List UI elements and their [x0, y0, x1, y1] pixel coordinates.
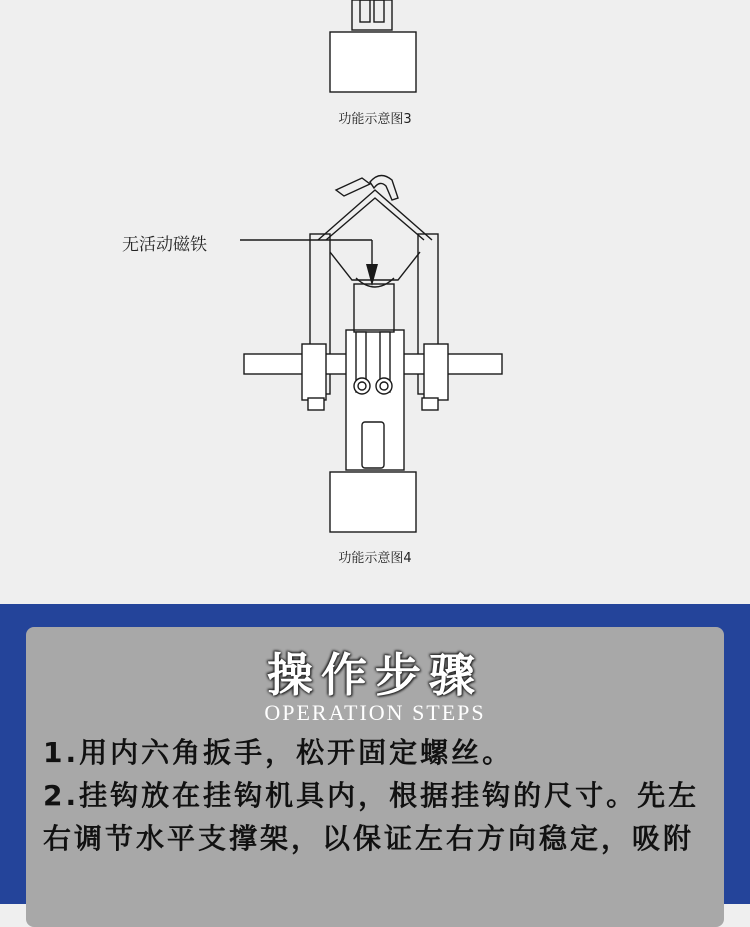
operation-subtitle: OPERATION STEPS [264, 700, 486, 725]
operation-steps [43, 731, 713, 860]
figure4-illustration [0, 160, 750, 600]
step-2: 2.挂钩放在挂钩机具内，根据挂钩的尺寸。先左右调节水平支撑架，以保证左右方向稳定，吸附 [43, 779, 700, 855]
figure3-caption: 功能示意图3 [338, 112, 412, 127]
operation-card [26, 627, 724, 927]
operation-title: 操作步骤 [267, 648, 483, 702]
figure4-caption: 功能示意图4 [338, 551, 412, 566]
figure3-illustration [0, 0, 750, 100]
step-1: 1.用内六角扳手，松开固定螺丝。 [43, 736, 514, 769]
magnet-callout: 无活动磁铁 [122, 235, 207, 255]
